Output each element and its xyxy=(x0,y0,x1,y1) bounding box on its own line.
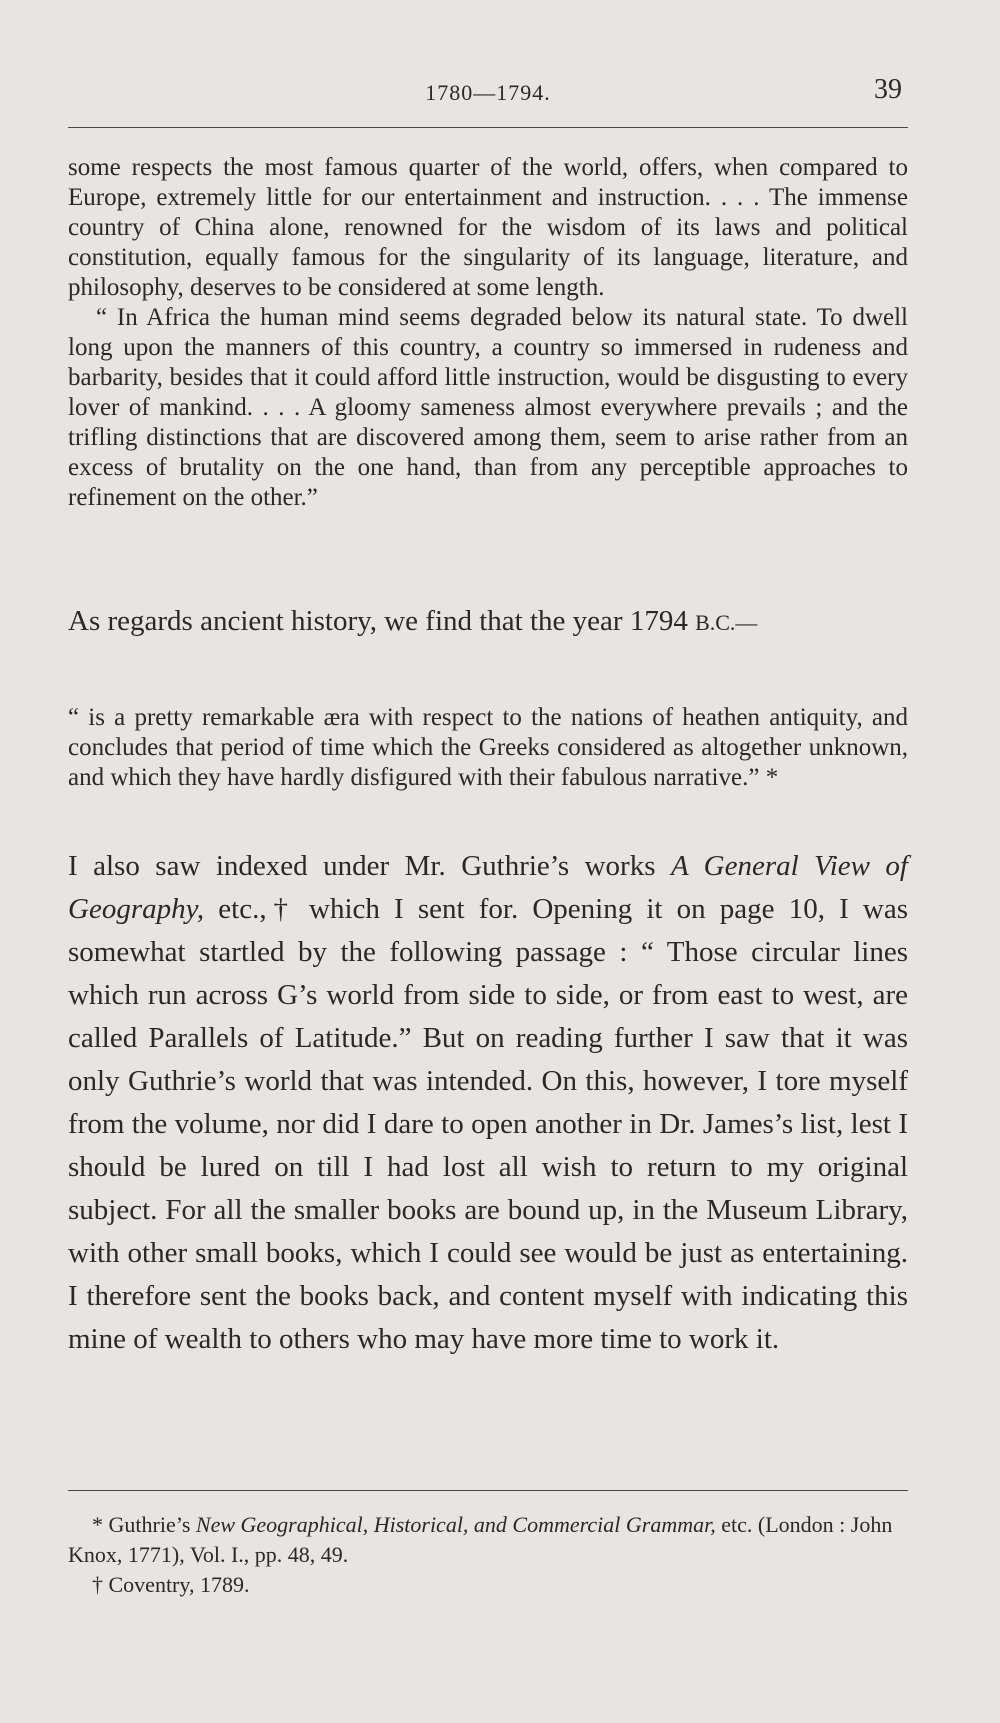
footnote-2: † Coventry, 1789. xyxy=(92,1572,250,1597)
footnote-1-title: New Geographical, Historical, and Commercial Grammar, xyxy=(195,1512,716,1537)
quote-block-2 xyxy=(68,703,908,793)
footnote-rule xyxy=(68,1490,908,1491)
body-paragraph-2-rest: etc.,† which I sent for. Opening it on page 10, I was somewhat startled by the following passage : “ Those circular lines which run across G’s world from side to side, or from east to west, are called Parallels of Latitude.” But on reading further I saw that it was only Guthrie’s world that was intended. On this, however, I tore myself from the volume, nor did I dare to open another in Dr. James’s list, lest I should be lured on till I had lost all wish to return to my original subject. For all the smaller books are bound up, in the Museum Library, with other small books, which I could see would be just as entertaining. I therefore sent the books back, and content myself with indicating this mine of wealth to others who may have more time to work it. xyxy=(68,893,908,1355)
header-rule xyxy=(68,127,908,128)
body-paragraph-2-intro: I also saw indexed under Mr. Guthrie’s works xyxy=(68,850,656,882)
body-paragraph-1 xyxy=(68,600,908,644)
bc-label: B.C.— xyxy=(695,610,758,635)
footnote-1: * Guthrie’s New Geographical, Historical, and Commercial Grammar, etc. (London : John Knox, 1771), Vol. I., pp. 48, 49. xyxy=(68,1512,893,1567)
body-paragraph-1-text: As regards ancient history, we find that the year 1794 xyxy=(68,605,688,637)
quote-2-paragraph: “ is a pretty remarkable æra with respect to the nations of heathen antiquity, and concludes that period of time which the Greeks considered as altogether unknown, and which they have hardly disfigured with their fabulous narrative.” * xyxy=(68,704,908,791)
book-title: A General View of Geography, xyxy=(68,850,908,925)
footnotes xyxy=(68,1510,908,1600)
quote-1-paragraph-1: some respects the most famous quarter of the world, offers, when compared to Europe, extremely little for our entertainment and instruction. . . . The immense country of China alone, renowned for the wisdom of its laws and political constitution, equally famous for the singularity of its language, literature, and philosophy, deserves to be considered at some length. xyxy=(68,154,908,301)
quote-1-paragraph-2: “ In Africa the human mind seems degraded below its natural state. To dwell long upon the manners of this country, a country so immersed in rudeness and barbarity, besides that it could afford little instruction, would be disgusting to every lover of mankind. . . . A gloomy sameness almost everywhere prevails ; and the trifling distinctions that are discovered among them, seem to arise rather from an excess of brutality on the one hand, than from any perceptible approaches to refinement on the other.” xyxy=(68,304,908,511)
running-title: 1780—1794. xyxy=(425,80,551,105)
quote-block-1 xyxy=(68,153,908,513)
body-paragraph-2 xyxy=(68,845,908,1361)
page-number: 39 xyxy=(874,74,902,105)
page-header xyxy=(68,72,908,112)
